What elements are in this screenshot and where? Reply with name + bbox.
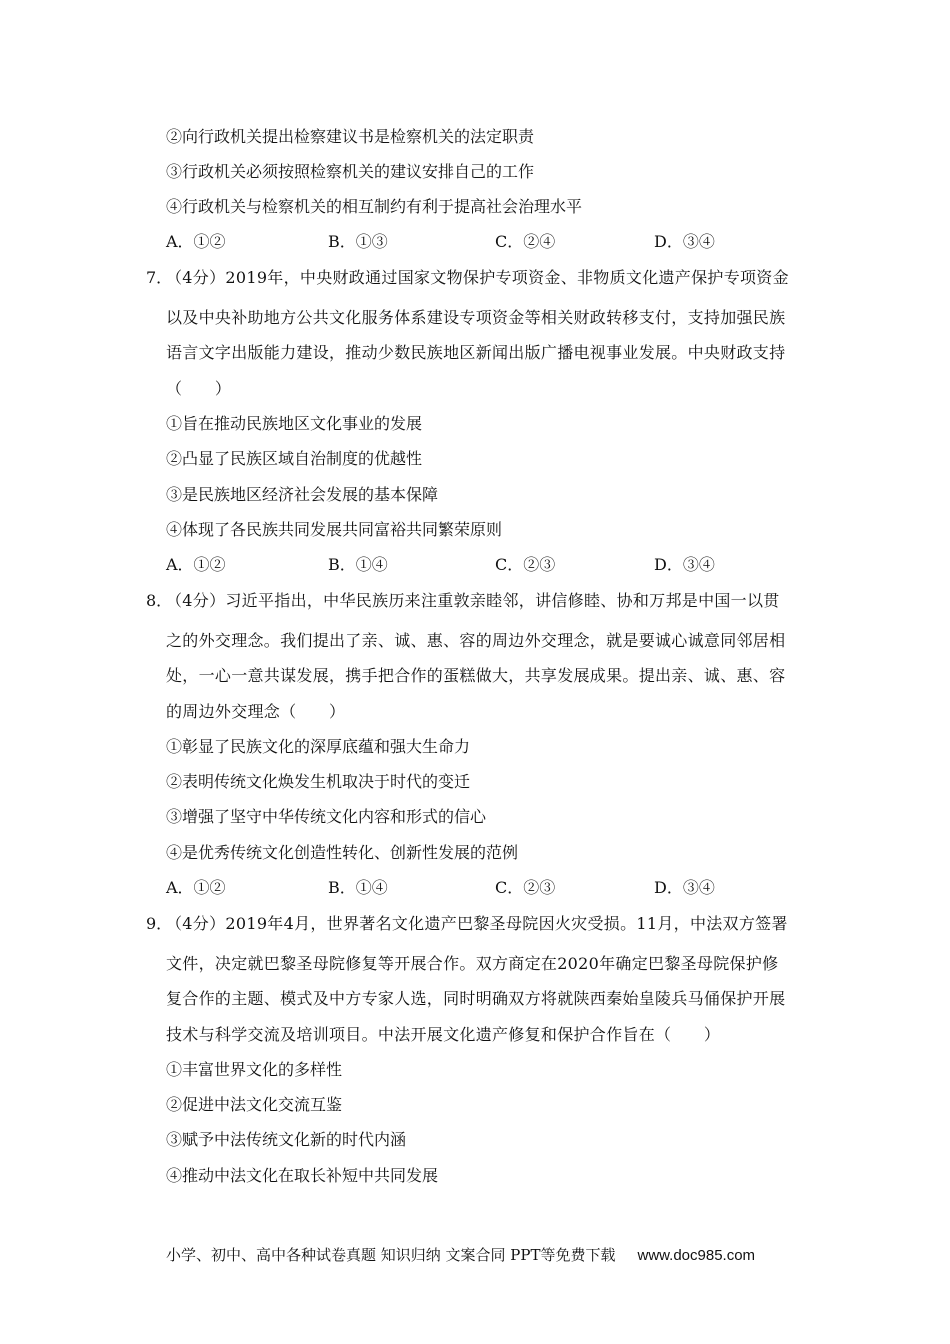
q9-stem-line-1: （4分）2019年4月，世界著名文化遗产巴黎圣母院因火灾受损。11月，中法双方签署 — [166, 914, 788, 933]
q9-option-3: ③赋予中法传统文化新的时代内涵 — [166, 1130, 407, 1149]
q8-stem-line-3: 处，一心一意共谋发展，携手把合作的蛋糕做大，共享发展成果。提出亲、诚、惠、容 — [166, 666, 786, 685]
footer-site-link[interactable]: www.doc985.com — [637, 1247, 756, 1264]
q9-stem-line-3: 复合作的主题、模式及中方专家人选，同时明确双方将就陕西秦始皇陵兵马俑保护开展 — [166, 989, 786, 1008]
q7-option-2: ②凸显了民族区域自治制度的优越性 — [166, 449, 423, 468]
q8-choice-c: C．②③ — [495, 878, 556, 897]
q6-option-3: ③行政机关必须按照检察机关的建议安排自己的工作 — [166, 162, 535, 181]
q8-stem-line-4: 的周边外交理念（ ） — [166, 702, 346, 721]
q6-option-2: ②向行政机关提出检察建议书是检察机关的法定职责 — [166, 127, 535, 146]
q7-stem-line-4: （ ） — [166, 379, 232, 398]
q8-option-2: ②表明传统文化焕发生机取决于时代的变迁 — [166, 772, 471, 791]
q8-option-1: ①彰显了民族文化的深厚底蕴和强大生命力 — [166, 737, 471, 756]
q6-choice-c: C．②④ — [495, 232, 556, 251]
q7-stem-line-3: 语言文字出版能力建设，推动少数民族地区新闻出版广播电视事业发展。中央财政支持 — [166, 343, 786, 362]
q8-choice-b: B．①④ — [328, 878, 388, 897]
q7-choice-c: C．②③ — [495, 555, 556, 574]
q8-option-4: ④是优秀传统文化创造性转化、创新性发展的范例 — [166, 843, 519, 862]
q7-choice-a: A．①② — [166, 555, 226, 574]
q9-option-2: ②促进中法文化交流互鉴 — [166, 1095, 343, 1114]
q8-choice-a: A．①② — [166, 878, 226, 897]
q6-choices — [166, 231, 766, 253]
footer-text: 小学、初中、高中各种试卷真题 知识归纳 文案合同 PPT等免费下载 — [166, 1246, 616, 1264]
page-footer — [166, 1244, 755, 1265]
q9-option-4: ④推动中法文化在取长补短中共同发展 — [166, 1166, 439, 1185]
q9-stem-line-2: 文件，决定就巴黎圣母院修复等开展合作。双方商定在2020年确定巴黎圣母院保护修 — [166, 954, 779, 973]
q7-choice-d: D．③④ — [654, 555, 715, 574]
q7-number: 7． — [146, 268, 173, 287]
q9-stem-line-4: 技术与科学交流及培训项目。中法开展文化遗产修复和保护合作旨在（ ） — [166, 1025, 721, 1044]
q8-choices — [166, 877, 766, 899]
q7-option-3: ③是民族地区经济社会发展的基本保障 — [166, 485, 439, 504]
q8-number: 8． — [146, 591, 173, 610]
q7-choices — [166, 554, 766, 576]
q7-choice-b: B．①④ — [328, 555, 388, 574]
q8-stem-line-2: 之的外交理念。我们提出了亲、诚、惠、容的周边外交理念，就是要诚心诚意同邻居相 — [166, 631, 786, 650]
q7-stem-line-2: 以及中央补助地方公共文化服务体系建设专项资金等相关财政转移支付，支持加强民族 — [166, 308, 786, 327]
q9-number: 9． — [146, 914, 173, 933]
q8-choice-d: D．③④ — [654, 878, 715, 897]
q6-choice-d: D．③④ — [654, 232, 715, 251]
q8-option-3: ③增强了坚守中华传统文化内容和形式的信心 — [166, 807, 487, 826]
q7-stem-line-1: （4分）2019年，中央财政通过国家文物保护专项资金、非物质文化遗产保护专项资金 — [166, 268, 789, 287]
q6-choice-a: A．①② — [166, 232, 226, 251]
q9-option-1: ①丰富世界文化的多样性 — [166, 1060, 343, 1079]
q6-option-4: ④行政机关与检察机关的相互制约有利于提高社会治理水平 — [166, 197, 583, 216]
q7-option-1: ①旨在推动民族地区文化事业的发展 — [166, 414, 423, 433]
q7-option-4: ④体现了各民族共同发展共同富裕共同繁荣原则 — [166, 520, 503, 539]
q8-stem-line-1: （4分）习近平指出，中华民族历来注重敦亲睦邻，讲信修睦、协和万邦是中国一以贯 — [166, 591, 780, 610]
q6-choice-b: B．①③ — [328, 232, 388, 251]
